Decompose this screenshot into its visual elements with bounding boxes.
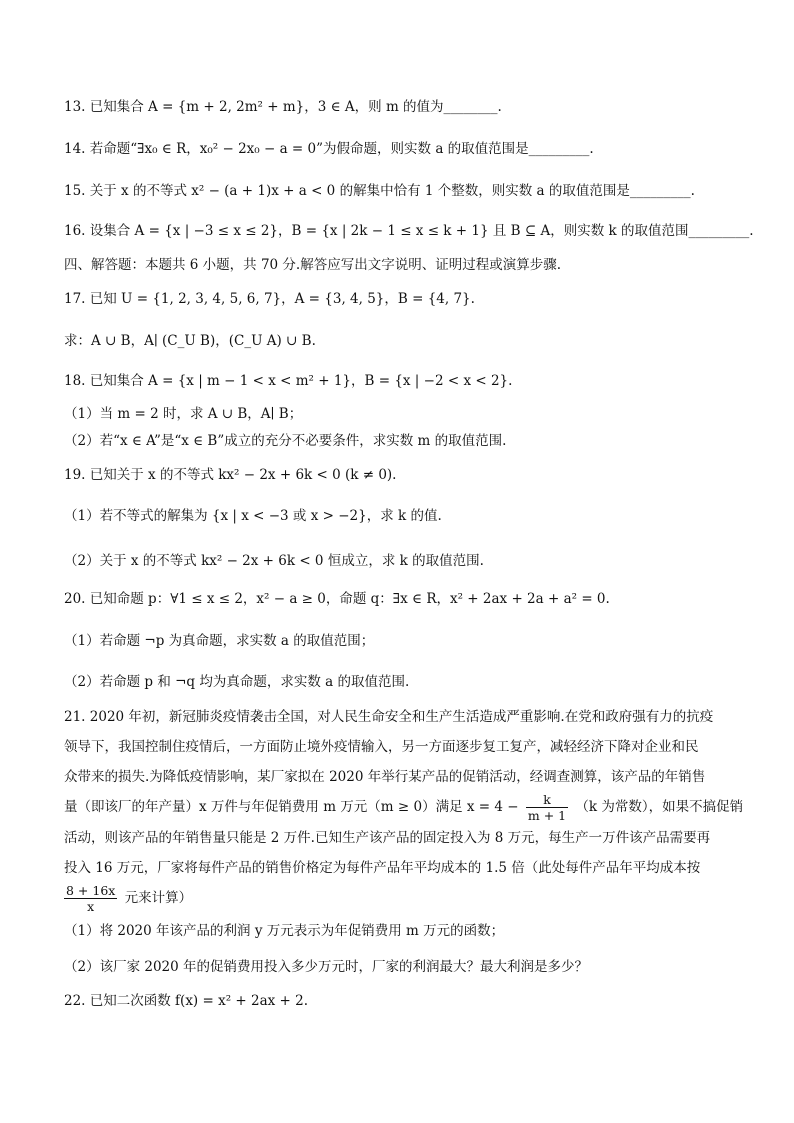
question-22: 22. 已知二次函数 f(x) = x² + 2ax + 2. (64, 993, 309, 1009)
section-4-heading: 四、解答题：本题共 6 小题，共 70 分.解答应写出文字说明、证明过程或演算步骤. (64, 257, 562, 273)
question-18: 18. 已知集合 A = {x | m − 1 < x < m² + 1}，B = {x | −2 < x < 2}. (64, 373, 513, 389)
question-18-part-2: （2）若“x ∈ A”是“x ∈ B”成立的充分不必要条件，求实数 m 的取值范围. (64, 433, 507, 449)
question-16: 16. 设集合 A = {x | −3 ≤ x ≤ 2}，B = {x | 2k − 1 ≤ x ≤ k + 1} 且 B ⊆ A，则实数 k 的取值范围_________. (64, 223, 754, 239)
question-20-part-1: （1）若命题 ¬p 为真命题，求实数 a 的取值范围； (64, 633, 375, 649)
question-21-part-1: （1）将 2020 年该产品的利润 y 万元表示为年促销费用 m 万元的函数； (64, 923, 505, 939)
fraction-denominator: m + 1 (527, 808, 567, 823)
question-21-text: 元来计算） (124, 890, 193, 906)
fraction-numerator: 8 + 16x (66, 883, 116, 898)
question-19-part-2: （2）关于 x 的不等式 kx² − 2x + 6k < 0 恒成立，求 k 的取值范围. (64, 553, 484, 569)
question-15: 15. 关于 x 的不等式 x² − (a + 1)x + a < 0 的解集中恰有 1 个整数，则实数 a 的取值范围是_________. (64, 183, 695, 199)
question-21-line (64, 883, 736, 914)
question-21-line (64, 792, 744, 823)
question-17: 17. 已知 U = {1, 2, 3, 4, 5, 6, 7}，A = {3, 4, 5}，B = {4, 7}. (64, 291, 475, 307)
fraction (64, 883, 117, 914)
question-17-ask: 求：A ∪ B，A∣ (C_U B)，(C_U A) ∪ B. (64, 333, 316, 349)
question-21-part-2: （2）该厂家 2020 年的促销费用投入多少万元时，厂家的利润最大？最大利润是多少？ (64, 959, 589, 975)
question-21-line: 领导下，我国控制住疫情后，一方面防止境外疫情输入，另一方面逐步复工复产，减轻经济下降对企业和民 (64, 739, 699, 755)
question-13: 13. 已知集合 A = {m + 2, 2m² + m}，3 ∈ A，则 m 的值为________. (64, 99, 502, 115)
question-20: 20. 已知命题 p：∀1 ≤ x ≤ 2，x² − a ≥ 0，命题 q：∃x ∈ R，x² + 2ax + 2a + a² = 0. (64, 591, 610, 607)
question-21-line: 活动，则该产品的年销售量只能是 2 万件.已知生产该产品的固定投入为 8 万元，每生产一万件该产品需要再 (64, 830, 711, 846)
question-21-line: 众带来的损失.为降低疫情影响，某厂家拟在 2020 年举行某产品的促销活动，经调查测算，该产品的年销售 (64, 769, 706, 785)
question-19-part-1: （1）若不等式的解集为 {x | x < −3 或 x > −2}，求 k 的值. (64, 508, 442, 524)
question-20-part-2: （2）若命题 p 和 ¬q 均为真命题，求实数 a 的取值范围. (64, 674, 410, 690)
question-14: 14. 若命题“∃x₀ ∈ R，x₀² − 2x₀ − a = 0”为假命题，则实数 a 的取值范围是_________. (64, 141, 594, 157)
question-21-line: 投入 16 万元，厂家将每件产品的销售价格定为每件产品年平均成本的 1.5 倍（此处每件产品年平均成本按 (64, 860, 701, 876)
question-18-part-1: （1）当 m = 2 时，求 A ∪ B，A∣ B； (64, 406, 303, 422)
fraction-numerator: k (526, 792, 568, 808)
question-21-line: 21. 2020 年初，新冠肺炎疫情袭击全国，对人民生命安全和生产生活造成严重影响.在党和政府强有力的抗疫 (64, 709, 714, 725)
question-21-text: （k 为常数），如果不搞促销 (575, 799, 744, 815)
fraction (526, 792, 568, 823)
fraction-denominator: x (87, 899, 95, 914)
question-21 (64, 702, 744, 914)
question-19: 19. 已知关于 x 的不等式 kx² − 2x + 6k < 0 (k ≠ 0). (64, 467, 397, 483)
question-21-text: 量（即该厂的年产量）x 万件与年促销费用 m 万元（m ≥ 0）满足 x = 4 − (64, 799, 519, 815)
